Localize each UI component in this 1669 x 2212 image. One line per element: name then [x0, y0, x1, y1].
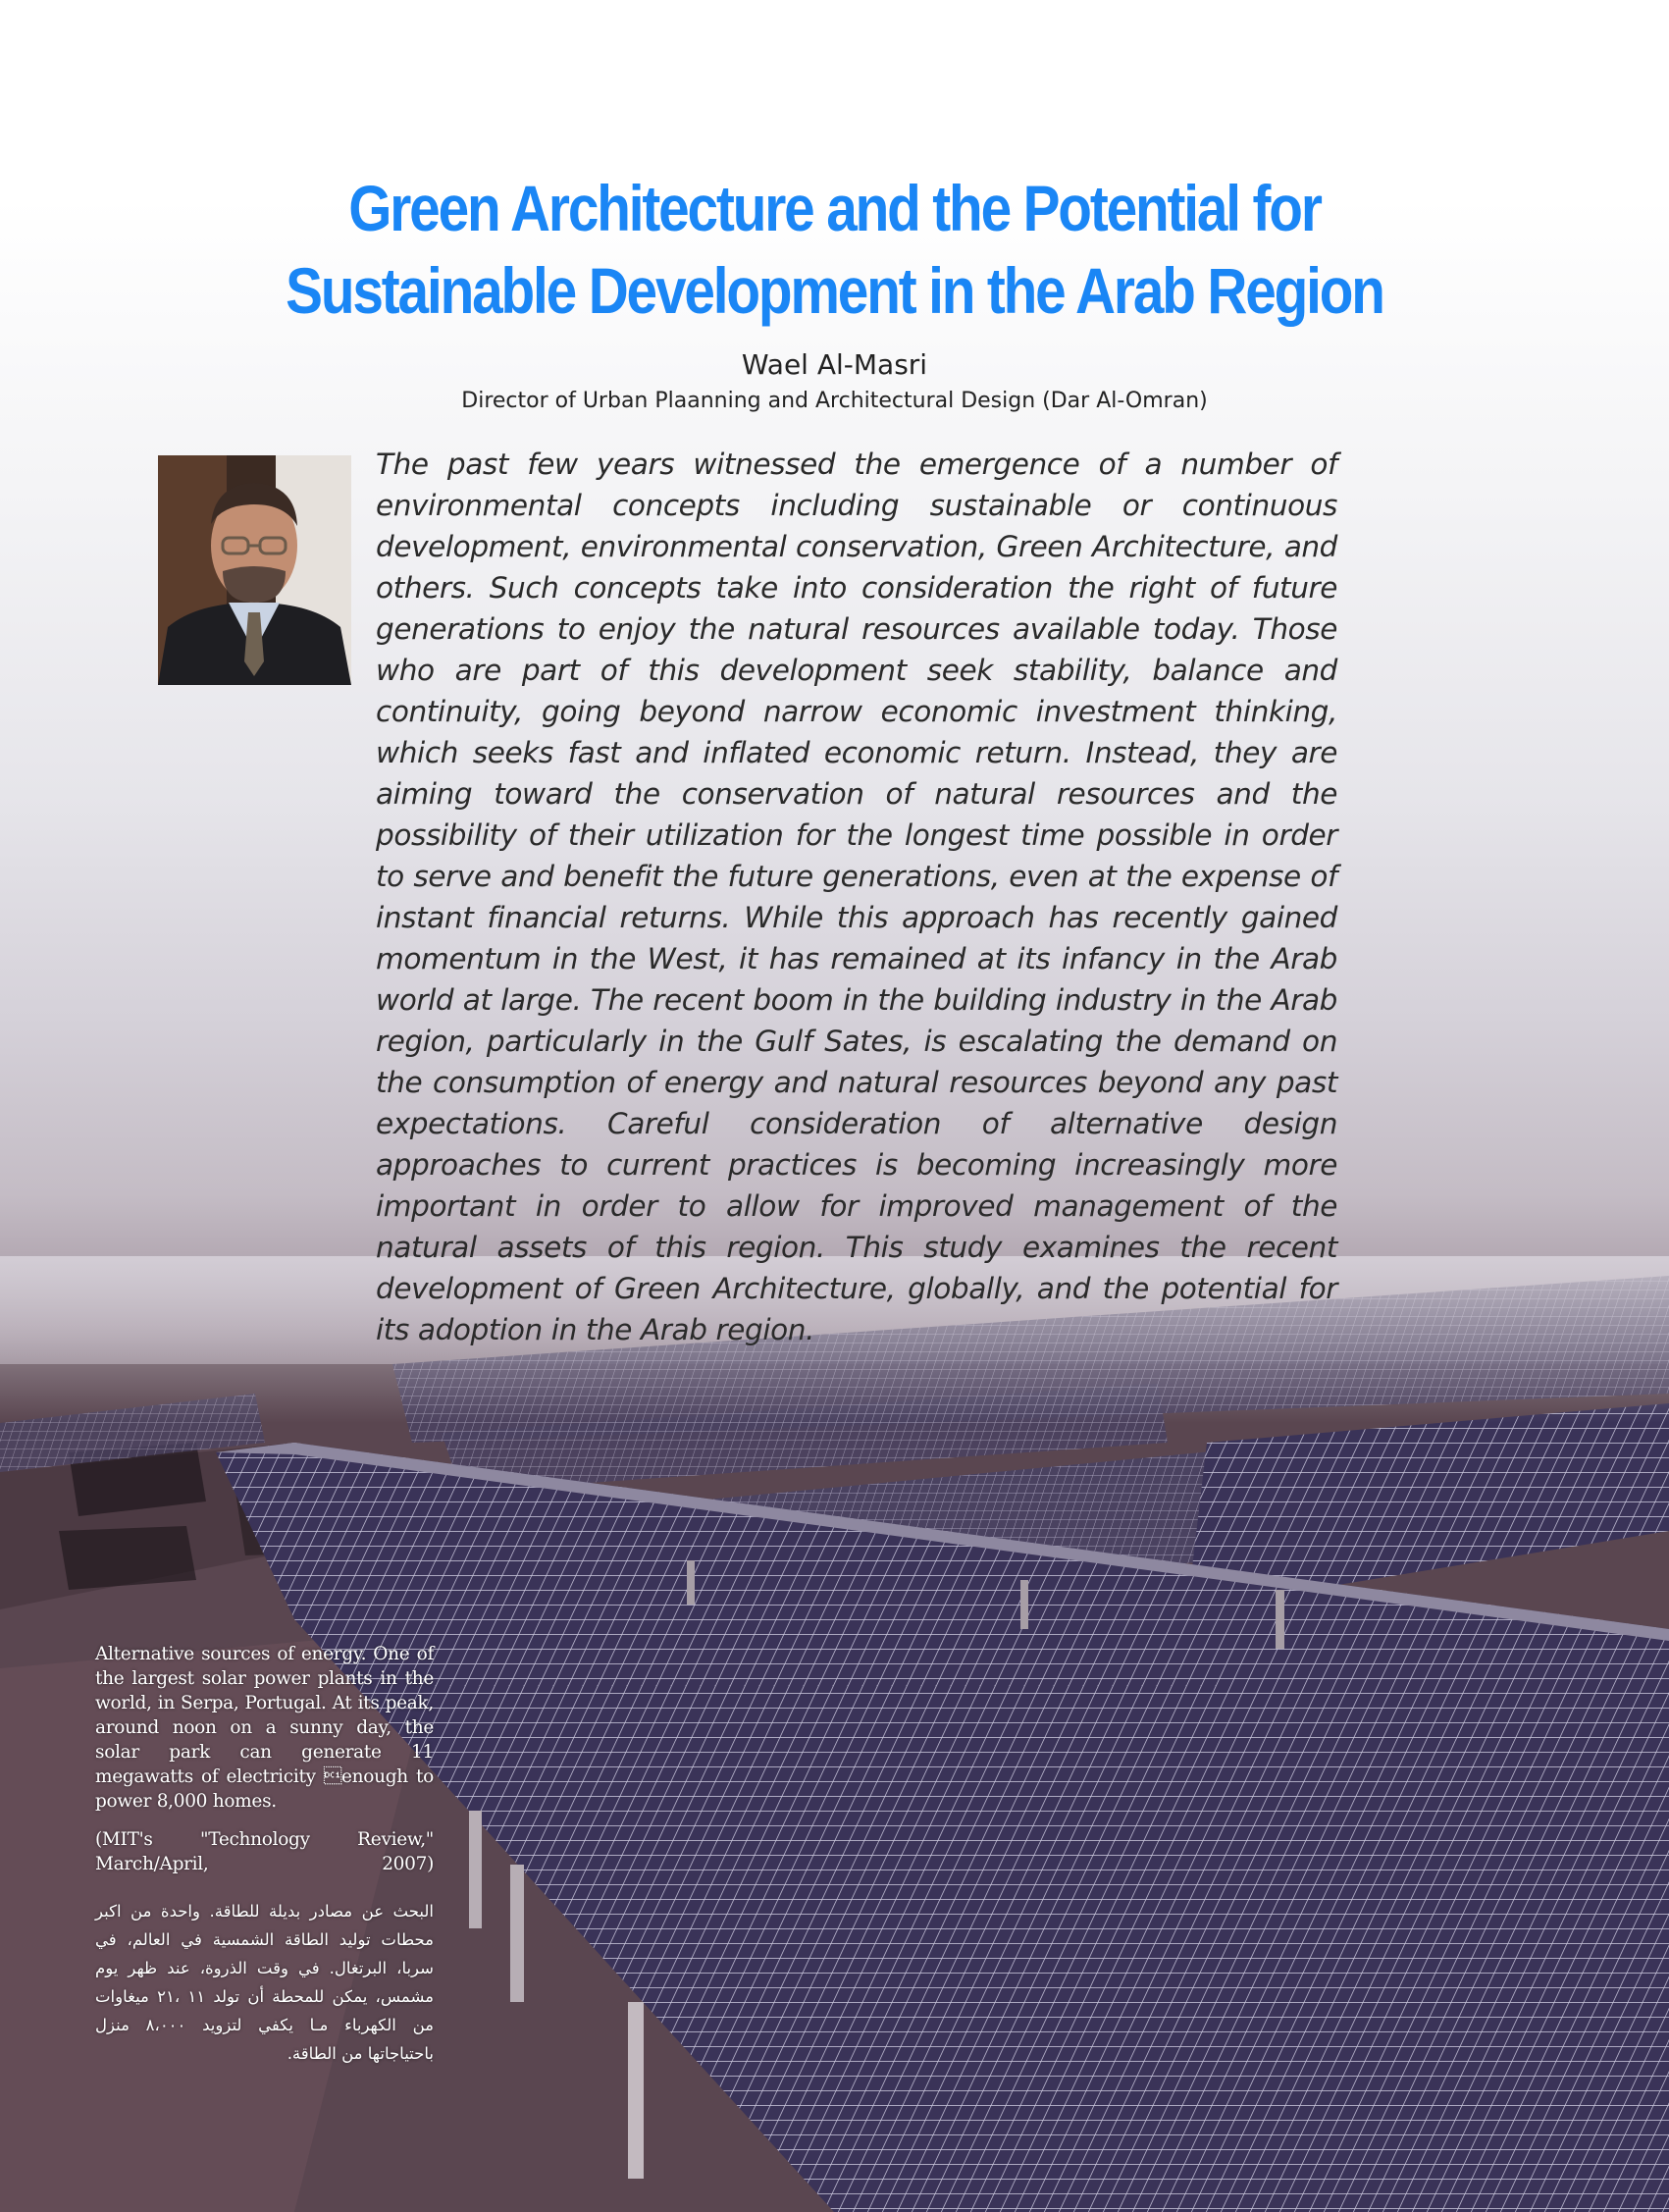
author-name: Wael Al-Masri — [741, 348, 928, 381]
author-role: Director of Urban Plaanning and Architectural Design (Dar Al-Omran) — [461, 389, 1208, 413]
photo-caption: Alternative sources of energy. One of the largest solar power plants in the world, in Serpa, Portugal. At its peak, around noon on a sunny day, the solar park can generate 11 megawatts of electricity enough to power 8,000 homes. — [95, 1644, 434, 1812]
article-title — [243, 167, 1426, 332]
title-line-1: Green Architecture and the Potential for — [348, 172, 1321, 244]
caption-source: (MIT's "Technology Review," March/April, 2007) — [95, 1829, 434, 1874]
article-abstract: The past few years witnessed the emergence of a number of environmental concepts including sustainable or continuous development, environmental conservation, Green Architecture, and others. Such concepts take into consideration the right of future generations to enjoy the natural resources available today. Those who are part of this development seek stability, balance and continuity, going beyond narrow economic investment thinking, which seeks fast and inflated economic return. Instead, they are aiming toward the conservation of natural resources and the possibility of their utilization for the longest time possible in order to serve and benefit the future generations, even at the expense of instant financial returns. While this approach has recently gained momentum in the West, it has remained at its infancy in the Arab world at large. The recent boom in the building industry in the Arab region, particularly in the Gulf Sates, is escalating the demand on the consumption of energy and natural resources beyond any past expectations. Careful consideration of alternative design approaches to current practices is becoming increasingly more important in order to allow for improved management of the natural assets of this region. This study examines the recent development of Green Architecture, globally, and the potential for its adoption in the Arab region. — [376, 448, 1337, 1346]
title-line-2: Sustainable Development in the Arab Region — [286, 254, 1383, 327]
photo-caption-arabic: البحث عن مصادر بديلة للطاقة. واحدة من اكبر محطات توليد الطاقة الشمسية في العالم، في سربا، البرتغال. في وقت الذروة، عند ظهر يوم مشمس، يمكن للمحطة أن تولد ١١ ،٢١ ميغاوات من الكهرباء مـا يكفي لتزويد ٨،٠٠٠ منزل باحتياجاتها من الطاقة. — [95, 1902, 434, 2063]
author-portrait — [158, 455, 351, 685]
